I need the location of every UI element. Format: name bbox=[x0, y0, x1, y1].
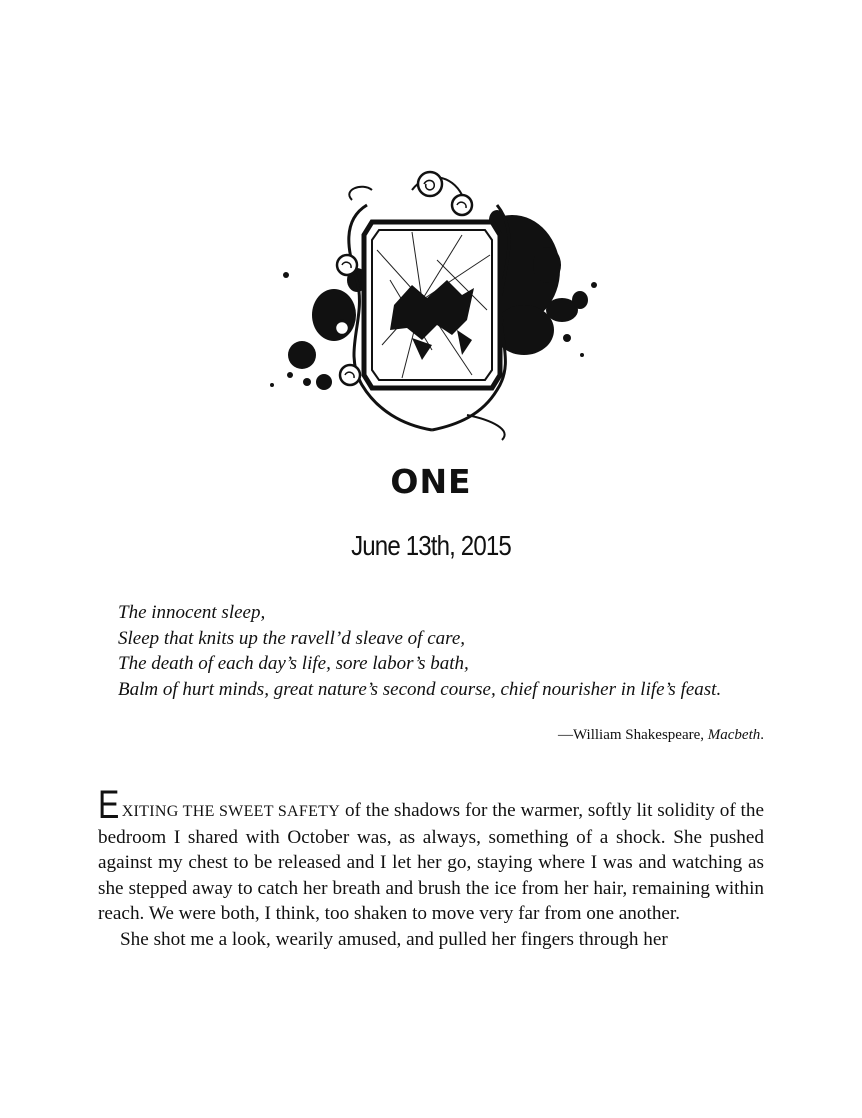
epigraph-attribution bbox=[558, 727, 764, 744]
epigraph-line: The death of each day’s life, sore labor’s bath, bbox=[118, 653, 469, 674]
chapter-title: ONE bbox=[390, 462, 472, 501]
attribution-suffix: . bbox=[760, 727, 764, 743]
attribution-author: —William Shakespeare, bbox=[558, 727, 708, 743]
paragraph bbox=[98, 783, 764, 927]
broken-mirror-roses-ornament-icon bbox=[262, 160, 602, 445]
epigraph-line: The innocent sleep, bbox=[118, 602, 266, 623]
paragraph-text: of the shadows for the warmer, softly lit solidity of the bedroom I shared with October was, as always, something of a shock. She pushed against my chest to be released and I let her go, staying where I was and watching as she stepped away to catch her breath and brush the ice from her hair, remaining within reach. We were both, I think, too shaken to move very far from one another. bbox=[98, 800, 764, 925]
epigraph-line: Sleep that knits up the ravell’d sleave of care, bbox=[118, 627, 466, 649]
paragraph: She shot me a look, wearily amused, and pulled her fingers through her bbox=[120, 928, 668, 950]
epigraph bbox=[98, 600, 764, 702]
lead-in-smallcaps: XITING THE SWEET SAFETY bbox=[121, 803, 341, 820]
chapter-date: June 13th, 2015 bbox=[351, 530, 511, 561]
drop-cap: E bbox=[98, 783, 120, 827]
attribution-work: Macbeth bbox=[707, 727, 761, 743]
epigraph-line: Balm of hurt minds, great nature’s second course, chief nourisher in life’s feast. bbox=[118, 678, 722, 700]
body-text bbox=[98, 783, 764, 953]
